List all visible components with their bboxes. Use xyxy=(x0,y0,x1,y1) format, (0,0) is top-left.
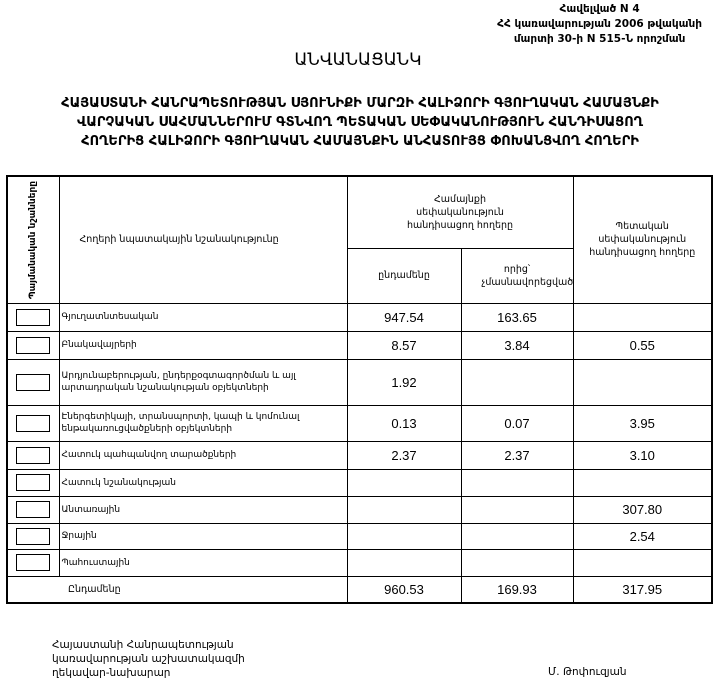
table-row xyxy=(7,441,712,469)
row-label: Անտառային xyxy=(59,496,347,523)
row-label: Գյուղատնտեսական xyxy=(59,303,347,331)
subtitle-line: ՀՈՂԵՐԻՑ ՀԱԼԻՁՈՐԻ ԳՅՈՒՂԱԿԱՆ ՀԱՄԱՅՆՔԻՆ ԱՆՀԱՏՈՒՅՑ ՓՈԽԱՆՑՎՈՂ ՀՈՂԵՐԻ xyxy=(81,134,639,149)
row-label: Էներգետիկայի, տրանսպորտի, կապի և կոմունալ ենթակառուցվածքների օբյեկտների xyxy=(59,405,347,441)
row-label: Պահուստային xyxy=(59,549,347,576)
symbol-cell xyxy=(7,303,59,331)
legend-symbol-box xyxy=(16,474,50,491)
header-community-unprivatized: որից՝ չմասնավորեցված xyxy=(461,248,573,303)
symbol-cell xyxy=(7,359,59,405)
legend-symbol-box xyxy=(16,528,50,545)
row-total xyxy=(347,469,461,496)
row-label: Հատուկ նշանակության xyxy=(59,469,347,496)
row-state xyxy=(573,549,712,576)
table-row xyxy=(7,523,712,549)
row-state xyxy=(573,469,712,496)
document-subtitle xyxy=(10,94,710,151)
annex-line: Հավելված N 4 xyxy=(559,3,640,15)
header-purpose: Հողերի նպատակային նշանակությունը xyxy=(59,176,347,303)
legend-symbol-box xyxy=(16,501,50,518)
legend-symbol-box xyxy=(16,415,50,432)
symbol-cell xyxy=(7,549,59,576)
row-state: 2.54 xyxy=(573,523,712,549)
row-label: Ջրային xyxy=(59,523,347,549)
row-total xyxy=(347,523,461,549)
table-row xyxy=(7,303,712,331)
row-unprivatized xyxy=(461,496,573,523)
row-state: 3.95 xyxy=(573,405,712,441)
legend-symbol-box xyxy=(16,447,50,464)
row-total: 1.92 xyxy=(347,359,461,405)
table-row xyxy=(7,496,712,523)
row-unprivatized xyxy=(461,469,573,496)
row-total xyxy=(347,549,461,576)
row-total xyxy=(347,496,461,523)
row-total: 2.37 xyxy=(347,441,461,469)
annex-line: մարտի 30-ի N 515-Ն որոշման xyxy=(513,33,686,45)
symbol-cell xyxy=(7,523,59,549)
totals-unprivatized: 169.93 xyxy=(461,576,573,603)
symbol-cell xyxy=(7,405,59,441)
row-unprivatized: 0.07 xyxy=(461,405,573,441)
annex-line: ՀՀ կառավարության 2006 թվականի xyxy=(497,18,702,30)
annex-reference xyxy=(497,2,702,47)
symbol-cell xyxy=(7,441,59,469)
row-unprivatized: 163.65 xyxy=(461,303,573,331)
row-state xyxy=(573,303,712,331)
totals-state: 317.95 xyxy=(573,576,712,603)
header-state: Պետական սեփականություն հանդիսացող հողերը xyxy=(573,176,712,303)
position-line: Հայաստանի Հանրապետության xyxy=(52,639,234,651)
position-line: կառավարության աշխատակազմի xyxy=(52,653,245,665)
document-title: ԱՆՎԱՆԱՑԱՆԿ xyxy=(294,50,422,70)
table-row xyxy=(7,469,712,496)
table-row xyxy=(7,331,712,359)
totals-label: Ընդամենը xyxy=(7,576,347,603)
row-label: Հատուկ պահպանվող տարածքների xyxy=(59,441,347,469)
row-unprivatized xyxy=(461,549,573,576)
subtitle-line: ՎԱՐՉԱԿԱՆ ՍԱՀՄԱՆՆԵՐՈՒՄ ԳՏՆՎՈՂ ՊԵՏԱԿԱՆ ՍԵՓԱԿԱՆՈՒԹՅՈՒՆ ՀԱՆԴԻՍԱՑՈՂ xyxy=(76,115,644,130)
totals-row xyxy=(7,576,712,603)
symbol-cell xyxy=(7,496,59,523)
row-total: 8.57 xyxy=(347,331,461,359)
row-label: Բնակավայրերի xyxy=(59,331,347,359)
land-table xyxy=(6,175,713,604)
legend-symbol-box xyxy=(16,337,50,354)
table-row xyxy=(7,405,712,441)
header-symbols: Պայմանական նշանները xyxy=(7,176,59,303)
table-row xyxy=(7,359,712,405)
row-total: 947.54 xyxy=(347,303,461,331)
row-label: Արդյունաբերության, ընդերքօգտագործման և այլ արտադրական նշանակության օբյեկտների xyxy=(59,359,347,405)
header-community-total: ընդամենը xyxy=(347,248,461,303)
row-unprivatized xyxy=(461,359,573,405)
totals-total: 960.53 xyxy=(347,576,461,603)
signatory-position xyxy=(52,638,245,680)
row-state: 3.10 xyxy=(573,441,712,469)
header-community: Համայնքի սեփականություն հանդիսացող հողերը xyxy=(347,176,573,248)
row-state xyxy=(573,359,712,405)
signatory-name: Մ. Թոփուզյան xyxy=(548,666,627,678)
table-row xyxy=(7,549,712,576)
subtitle-line: ՀԱՅԱՍՏԱՆԻ ՀԱՆՐԱՊԵՏՈՒԹՅԱՆ ՍՅՈՒՆԻՔԻ ՄԱՐԶԻ ՀԱԼԻՁՈՐԻ ԳՅՈՒՂԱԿԱՆ ՀԱՄԱՅՆՔԻ xyxy=(61,96,659,111)
legend-symbol-box xyxy=(16,374,50,391)
symbol-cell xyxy=(7,469,59,496)
row-unprivatized xyxy=(461,523,573,549)
symbol-cell xyxy=(7,331,59,359)
row-state: 0.55 xyxy=(573,331,712,359)
row-unprivatized: 3.84 xyxy=(461,331,573,359)
row-unprivatized: 2.37 xyxy=(461,441,573,469)
legend-symbol-box xyxy=(16,554,50,571)
legend-symbol-box xyxy=(16,309,50,326)
position-line: ղեկավար-նախարար xyxy=(52,667,171,679)
row-state: 307.80 xyxy=(573,496,712,523)
row-total: 0.13 xyxy=(347,405,461,441)
